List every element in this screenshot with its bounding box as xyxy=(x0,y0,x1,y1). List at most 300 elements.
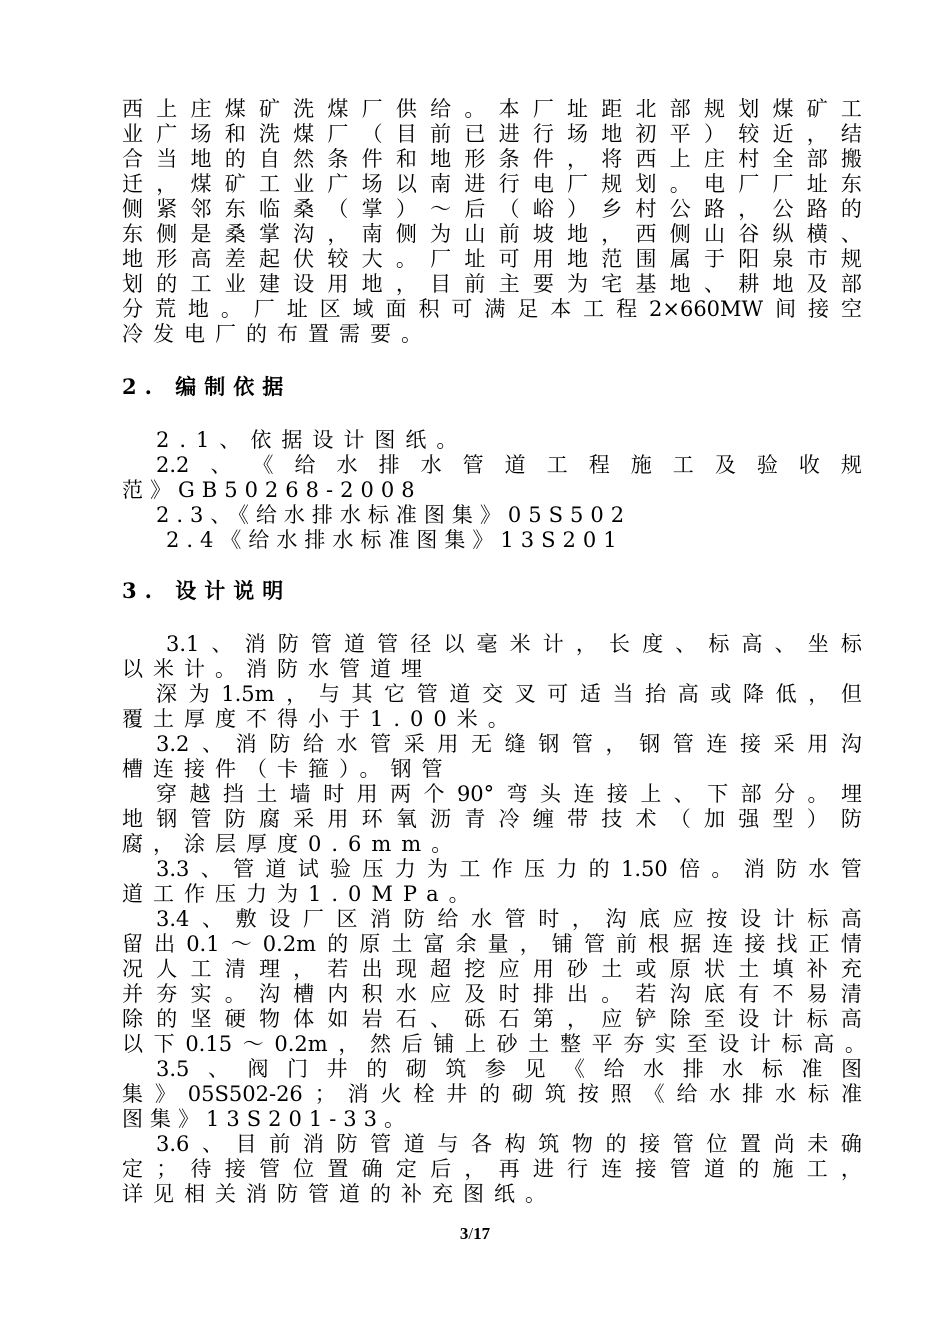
text-glyph: 栓 xyxy=(413,1082,435,1106)
text-glyph: 消 xyxy=(743,857,765,881)
text-glyph: 。 xyxy=(844,1032,866,1056)
text-glyph: 址 xyxy=(286,297,308,321)
text-glyph: （ xyxy=(669,807,691,831)
text-glyph: 采 xyxy=(403,732,425,756)
text-glyph: 电 xyxy=(532,172,554,196)
text-glyph: 给 xyxy=(676,1082,698,1106)
text-glyph: 如 xyxy=(327,1007,349,1031)
text-glyph: 工 xyxy=(258,172,280,196)
text-glyph: 耕 xyxy=(738,272,760,296)
text-glyph: 时 xyxy=(323,782,345,806)
text-glyph: 出 xyxy=(567,982,589,1006)
text-glyph: 水 xyxy=(722,1057,744,1081)
text-glyph: 场 xyxy=(190,122,212,146)
text-glyph: 部 xyxy=(740,782,762,806)
text-glyph: 庄 xyxy=(703,147,725,171)
text-glyph: ～ xyxy=(430,197,452,221)
text-glyph: 挖 xyxy=(464,957,486,981)
body-line xyxy=(122,1081,862,1107)
text-glyph: ～ xyxy=(242,1032,264,1056)
text-glyph: 砌 xyxy=(512,1082,534,1106)
text-glyph: 横 xyxy=(806,222,828,246)
text-glyph: 纵 xyxy=(772,222,794,246)
para-line xyxy=(122,121,862,147)
text-glyph: ， xyxy=(567,147,589,171)
text-glyph: 程 xyxy=(616,297,638,321)
text-glyph: 属 xyxy=(669,247,691,271)
text-glyph: 址 xyxy=(464,247,486,271)
text-glyph: 工 xyxy=(459,857,481,881)
text-glyph: 至 xyxy=(703,1007,725,1031)
text-glyph: 厂 xyxy=(302,907,324,931)
text-glyph: 水 xyxy=(420,453,442,477)
text-glyph: ， xyxy=(808,682,830,706)
text-glyph: 坐 xyxy=(807,632,829,656)
text-glyph: 定 xyxy=(395,1157,417,1181)
text-glyph: 砂 xyxy=(567,957,589,981)
text-glyph: 硬 xyxy=(224,1007,246,1031)
text-glyph: 、 xyxy=(673,782,695,806)
text-glyph: 业 xyxy=(122,122,143,146)
text-glyph: 原 xyxy=(669,957,691,981)
text-glyph: 0.1 xyxy=(186,932,220,956)
text-glyph: 的 xyxy=(366,1057,388,1081)
text-glyph: 上 xyxy=(669,147,691,171)
text-glyph: 置 xyxy=(327,1157,349,1181)
text-glyph: 砌 xyxy=(405,1057,427,1081)
text-glyph: 量 xyxy=(487,932,509,956)
text-glyph: 桑 xyxy=(293,197,315,221)
text-glyph: 长 xyxy=(609,632,631,656)
text-glyph: 场 xyxy=(567,122,589,146)
text-glyph: 《 xyxy=(252,453,274,477)
text-glyph: 筑 xyxy=(445,1057,467,1081)
text-glyph: 广 xyxy=(327,172,349,196)
text-glyph: 余 xyxy=(455,932,477,956)
body-line xyxy=(166,631,862,657)
reference-line: 2.1、依据设计图纸。 xyxy=(156,428,468,452)
text-glyph: 正 xyxy=(808,932,830,956)
text-glyph: 压 xyxy=(524,857,546,881)
text-glyph: 设 xyxy=(269,907,291,931)
text-glyph: 。 xyxy=(807,782,829,806)
text-glyph: 准 xyxy=(801,1057,823,1081)
text-glyph: 高 xyxy=(813,1032,835,1056)
text-glyph: 除 xyxy=(669,1007,691,1031)
text-glyph: 筑 xyxy=(538,1132,560,1156)
text-glyph: 供 xyxy=(395,97,417,121)
text-glyph: （ xyxy=(361,122,383,146)
text-glyph: 址 xyxy=(567,97,589,121)
text-glyph: 或 xyxy=(710,682,732,706)
text-glyph: 已 xyxy=(464,122,486,146)
text-glyph: 给 xyxy=(302,732,324,756)
text-glyph: 东 xyxy=(122,222,143,246)
text-glyph: 差 xyxy=(224,247,246,271)
text-glyph: 水 xyxy=(808,857,830,881)
text-glyph: 型 xyxy=(772,807,794,831)
reference-line: 2.3、《给水排水标准图集》05S502 xyxy=(156,503,632,527)
text-glyph: 3.3 xyxy=(156,857,190,881)
text-glyph: 掌 xyxy=(361,197,383,221)
text-glyph: 腐 xyxy=(258,807,280,831)
text-glyph: 地 xyxy=(361,272,383,296)
text-glyph: ， xyxy=(395,272,417,296)
text-glyph: 桑 xyxy=(224,222,246,246)
text-glyph: 高 xyxy=(741,632,763,656)
text-glyph: 底 xyxy=(639,907,661,931)
text-glyph: 适 xyxy=(579,682,601,706)
body-line: 以米计。消防水管道埋 xyxy=(122,657,432,681)
body-line xyxy=(156,906,862,932)
text-glyph: 理 xyxy=(258,957,280,981)
text-glyph: 阀 xyxy=(247,1057,269,1081)
text-glyph: 坚 xyxy=(190,1007,212,1031)
body-line xyxy=(156,1056,862,1082)
text-glyph: 收 xyxy=(798,453,820,477)
text-glyph: ， xyxy=(286,682,308,706)
text-glyph: 路 xyxy=(806,197,828,221)
text-glyph: 铺 xyxy=(551,932,573,956)
text-glyph: 抬 xyxy=(645,682,667,706)
text-glyph: 峪 xyxy=(532,197,554,221)
text-glyph: 情 xyxy=(840,932,862,956)
text-glyph: 地 xyxy=(187,297,209,321)
text-glyph: 前 xyxy=(616,932,638,956)
text-glyph: 、 xyxy=(202,1132,224,1156)
text-glyph: 火 xyxy=(380,1082,402,1106)
text-glyph: 掌 xyxy=(258,222,280,246)
text-glyph: 准 xyxy=(840,1082,862,1106)
text-glyph: 头 xyxy=(540,782,562,806)
text-glyph: 紧 xyxy=(156,197,178,221)
text-glyph: 工 xyxy=(190,957,212,981)
body-line xyxy=(156,731,862,757)
text-glyph: 验 xyxy=(330,857,352,881)
text-glyph: 防 xyxy=(277,632,299,656)
text-glyph: 人 xyxy=(156,957,178,981)
text-glyph: ， xyxy=(338,1032,360,1056)
text-glyph: 置 xyxy=(740,1132,762,1156)
text-glyph: 标 xyxy=(708,632,730,656)
text-glyph: 高 xyxy=(677,682,699,706)
text-glyph: 、 xyxy=(202,732,224,756)
text-glyph: ） xyxy=(806,807,828,831)
text-glyph: 尚 xyxy=(773,1132,795,1156)
text-glyph: （ xyxy=(498,197,520,221)
text-glyph: 的 xyxy=(156,1007,178,1031)
text-glyph: 管 xyxy=(370,732,392,756)
text-glyph: 公 xyxy=(669,197,691,221)
text-glyph: 当 xyxy=(156,147,178,171)
reference-line: 2.4《给水排水标准图集》13S201 xyxy=(166,528,624,552)
text-glyph: 接 xyxy=(808,297,830,321)
text-glyph: 可 xyxy=(451,297,473,321)
text-glyph: 厂 xyxy=(772,172,794,196)
text-glyph: 消 xyxy=(370,907,392,931)
text-glyph: 毫 xyxy=(476,632,498,656)
text-glyph: ， xyxy=(738,197,760,221)
text-glyph: 连 xyxy=(601,1157,623,1181)
text-glyph: 管 xyxy=(571,732,593,756)
text-glyph: 若 xyxy=(635,982,657,1006)
text-glyph: 排 xyxy=(532,982,554,1006)
text-glyph: 氧 xyxy=(395,807,417,831)
text-glyph: 结 xyxy=(840,122,862,146)
text-glyph: 目 xyxy=(235,1132,257,1156)
text-glyph: 有 xyxy=(738,982,760,1006)
text-glyph: 用 xyxy=(437,732,459,756)
text-glyph: 标 xyxy=(761,1057,783,1081)
text-glyph: 径 xyxy=(410,632,432,656)
text-glyph: 铺 xyxy=(433,1032,455,1056)
text-glyph: 、 xyxy=(675,632,697,656)
text-glyph: 带 xyxy=(567,807,589,831)
text-glyph: 泉 xyxy=(772,247,794,271)
text-glyph: 不 xyxy=(772,982,794,1006)
text-glyph: 加 xyxy=(703,807,725,831)
body-line: 腐，涂层厚度0.6mm。 xyxy=(122,832,463,856)
text-glyph: 山 xyxy=(703,222,725,246)
text-glyph: 技 xyxy=(601,807,623,831)
text-glyph: 水 xyxy=(709,1082,731,1106)
text-glyph: 地 xyxy=(122,247,143,271)
text-glyph: 用 xyxy=(356,782,378,806)
text-glyph: ； xyxy=(156,1157,178,1181)
text-glyph: 埋 xyxy=(840,782,862,806)
text-glyph: 分 xyxy=(122,297,143,321)
text-glyph: 全 xyxy=(772,147,794,171)
text-glyph: 为 xyxy=(567,272,589,296)
text-glyph: 况 xyxy=(122,957,143,981)
text-glyph: 接 xyxy=(224,1157,246,1181)
text-glyph: 《 xyxy=(564,1057,586,1081)
text-glyph: 应 xyxy=(430,982,452,1006)
text-glyph: 缠 xyxy=(532,807,554,831)
text-glyph: 若 xyxy=(327,957,349,981)
text-glyph: 1.5m xyxy=(221,682,275,706)
text-glyph: 至 xyxy=(686,1032,708,1056)
text-glyph: 倍 xyxy=(679,857,701,881)
text-glyph: 物 xyxy=(258,1007,280,1031)
body-line xyxy=(122,806,862,832)
text-glyph: 、 xyxy=(840,222,862,246)
text-glyph: 进 xyxy=(532,1157,554,1181)
text-glyph: 的 xyxy=(738,1157,760,1181)
text-glyph: 实 xyxy=(190,982,212,1006)
text-glyph: 侧 xyxy=(156,222,178,246)
text-glyph: 是 xyxy=(190,222,212,246)
text-glyph: 于 xyxy=(703,247,725,271)
text-glyph: 缝 xyxy=(504,732,526,756)
text-glyph: 石 xyxy=(498,1007,520,1031)
body-line: 槽连接件（卡箍）。钢管 xyxy=(122,757,453,781)
text-glyph: 墙 xyxy=(289,782,311,806)
text-glyph: 确 xyxy=(840,1132,862,1156)
text-glyph: 距 xyxy=(601,97,623,121)
text-glyph: 划 xyxy=(635,172,657,196)
text-glyph: 为 xyxy=(427,857,449,881)
text-glyph: 迁 xyxy=(122,172,143,196)
text-glyph: 大 xyxy=(361,247,383,271)
text-glyph: 找 xyxy=(776,932,798,956)
text-glyph: ， xyxy=(605,732,627,756)
text-glyph: 按 xyxy=(577,1082,599,1106)
text-glyph: 。 xyxy=(464,97,486,121)
body-line xyxy=(122,956,862,982)
text-glyph: 位 xyxy=(706,1132,728,1156)
text-glyph: 土 xyxy=(528,1032,550,1056)
text-glyph: 管 xyxy=(583,932,605,956)
text-glyph: 广 xyxy=(156,122,178,146)
text-glyph: 钢 xyxy=(639,732,661,756)
text-glyph: 出 xyxy=(361,957,383,981)
text-glyph: 无 xyxy=(471,732,493,756)
text-glyph: 土 xyxy=(256,782,278,806)
text-glyph: 水 xyxy=(395,982,417,1006)
text-glyph: 水 xyxy=(336,732,358,756)
text-glyph: 叉 xyxy=(514,682,536,706)
text-glyph: 除 xyxy=(122,1007,143,1031)
text-glyph: 地 xyxy=(190,147,212,171)
text-glyph: 煤 xyxy=(190,172,212,196)
text-glyph: 区 xyxy=(319,297,341,321)
text-glyph: ） xyxy=(703,122,725,146)
body-line xyxy=(122,1006,862,1032)
text-glyph: 消 xyxy=(235,732,257,756)
text-glyph: 内 xyxy=(327,982,349,1006)
text-glyph: 根 xyxy=(648,932,670,956)
text-glyph: 的 xyxy=(605,1132,627,1156)
text-glyph: 的 xyxy=(479,1082,501,1106)
text-glyph: ） xyxy=(395,197,417,221)
text-glyph: 水 xyxy=(471,907,493,931)
text-glyph: 易 xyxy=(806,982,828,1006)
text-glyph: 行 xyxy=(498,172,520,196)
text-glyph: （ xyxy=(327,197,349,221)
text-glyph: 铲 xyxy=(635,1007,657,1031)
text-glyph: ， xyxy=(567,1007,589,1031)
text-glyph: 划 xyxy=(738,97,760,121)
text-glyph: 它 xyxy=(384,682,406,706)
text-glyph: ， xyxy=(806,122,828,146)
body-line: 图集》13S201-33。 xyxy=(122,1107,413,1131)
text-glyph: 部 xyxy=(806,147,828,171)
text-glyph: 钢 xyxy=(156,807,178,831)
text-glyph: 门 xyxy=(287,1057,309,1081)
text-glyph: ～ xyxy=(230,932,252,956)
text-glyph: 高 xyxy=(840,1007,862,1031)
text-glyph: 煤 xyxy=(772,97,794,121)
text-glyph: 管 xyxy=(370,1132,392,1156)
text-glyph: 据 xyxy=(680,932,702,956)
text-glyph: 行 xyxy=(567,1157,589,1181)
text-glyph: 标 xyxy=(807,907,829,931)
text-glyph: 给 xyxy=(430,97,452,121)
text-glyph: 邻 xyxy=(190,197,212,221)
text-glyph: 第 xyxy=(532,1007,554,1031)
text-glyph: 沟 xyxy=(258,982,280,1006)
text-glyph: 为 xyxy=(188,682,210,706)
text-glyph: 出 xyxy=(154,932,176,956)
text-glyph: 厂 xyxy=(532,97,554,121)
text-glyph: 防 xyxy=(776,857,798,881)
para-line xyxy=(122,146,862,172)
text-glyph: 管 xyxy=(669,1157,691,1181)
text-glyph: 现 xyxy=(395,957,417,981)
text-glyph: 沟 xyxy=(840,732,862,756)
text-glyph: 水 xyxy=(775,1082,797,1106)
text-glyph: ， xyxy=(519,932,541,956)
text-glyph: 标 xyxy=(840,632,862,656)
text-glyph: 槽 xyxy=(293,982,315,1006)
text-glyph: 3.5 xyxy=(156,1057,190,1081)
text-glyph: 道 xyxy=(344,632,366,656)
text-glyph: 管 xyxy=(416,682,438,706)
text-glyph: 厂 xyxy=(430,247,452,271)
text-glyph: 应 xyxy=(672,907,694,931)
text-glyph: 接 xyxy=(635,1157,657,1181)
text-glyph: 地 xyxy=(772,272,794,296)
text-glyph: 规 xyxy=(703,97,725,121)
text-glyph: 照 xyxy=(610,1082,632,1106)
text-glyph: 。 xyxy=(220,297,242,321)
text-glyph: 。 xyxy=(395,247,417,271)
text-glyph: 连 xyxy=(573,782,595,806)
text-glyph: 管 xyxy=(840,857,862,881)
text-glyph: 钢 xyxy=(538,732,560,756)
text-glyph: 条 xyxy=(327,147,349,171)
text-glyph: 设 xyxy=(738,1007,760,1031)
text-glyph: 后 xyxy=(430,1157,452,1181)
text-glyph: 土 xyxy=(601,957,623,981)
text-glyph: 西 xyxy=(635,222,657,246)
text-glyph: 地 xyxy=(669,272,691,296)
text-glyph: 前 xyxy=(498,222,520,246)
text-glyph: 用 xyxy=(532,957,554,981)
text-glyph: 待 xyxy=(190,1157,212,1181)
text-glyph: 划 xyxy=(122,272,143,296)
text-glyph: 及 xyxy=(806,272,828,296)
text-glyph: 施 xyxy=(630,453,652,477)
body-line: 覆土厚度不得小于1.00米。 xyxy=(122,707,519,731)
text-glyph: 用 xyxy=(327,807,349,831)
text-glyph: 基 xyxy=(635,272,657,296)
reference-line xyxy=(156,452,862,478)
text-glyph: 伏 xyxy=(293,247,315,271)
text-glyph: 《 xyxy=(643,1082,665,1106)
text-glyph: 足 xyxy=(517,297,539,321)
text-glyph: 、 xyxy=(211,632,233,656)
text-glyph: 临 xyxy=(258,197,280,221)
text-glyph: 工 xyxy=(546,453,568,477)
text-glyph: 接 xyxy=(740,732,762,756)
text-glyph: 上 xyxy=(464,1032,486,1056)
text-glyph: 给 xyxy=(603,1057,625,1081)
body-line xyxy=(156,856,862,882)
text-glyph: 合 xyxy=(122,147,143,171)
text-glyph: 积 xyxy=(361,982,383,1006)
text-glyph: 05S502-26 xyxy=(187,1082,303,1106)
text-glyph: 山 xyxy=(464,222,486,246)
text-glyph: 间 xyxy=(775,297,797,321)
text-glyph: 公 xyxy=(772,197,794,221)
text-glyph: 接 xyxy=(639,1132,661,1156)
para-line xyxy=(122,271,862,297)
text-glyph: 的 xyxy=(588,857,610,881)
text-glyph: 接 xyxy=(606,782,628,806)
text-glyph: 设 xyxy=(293,272,315,296)
